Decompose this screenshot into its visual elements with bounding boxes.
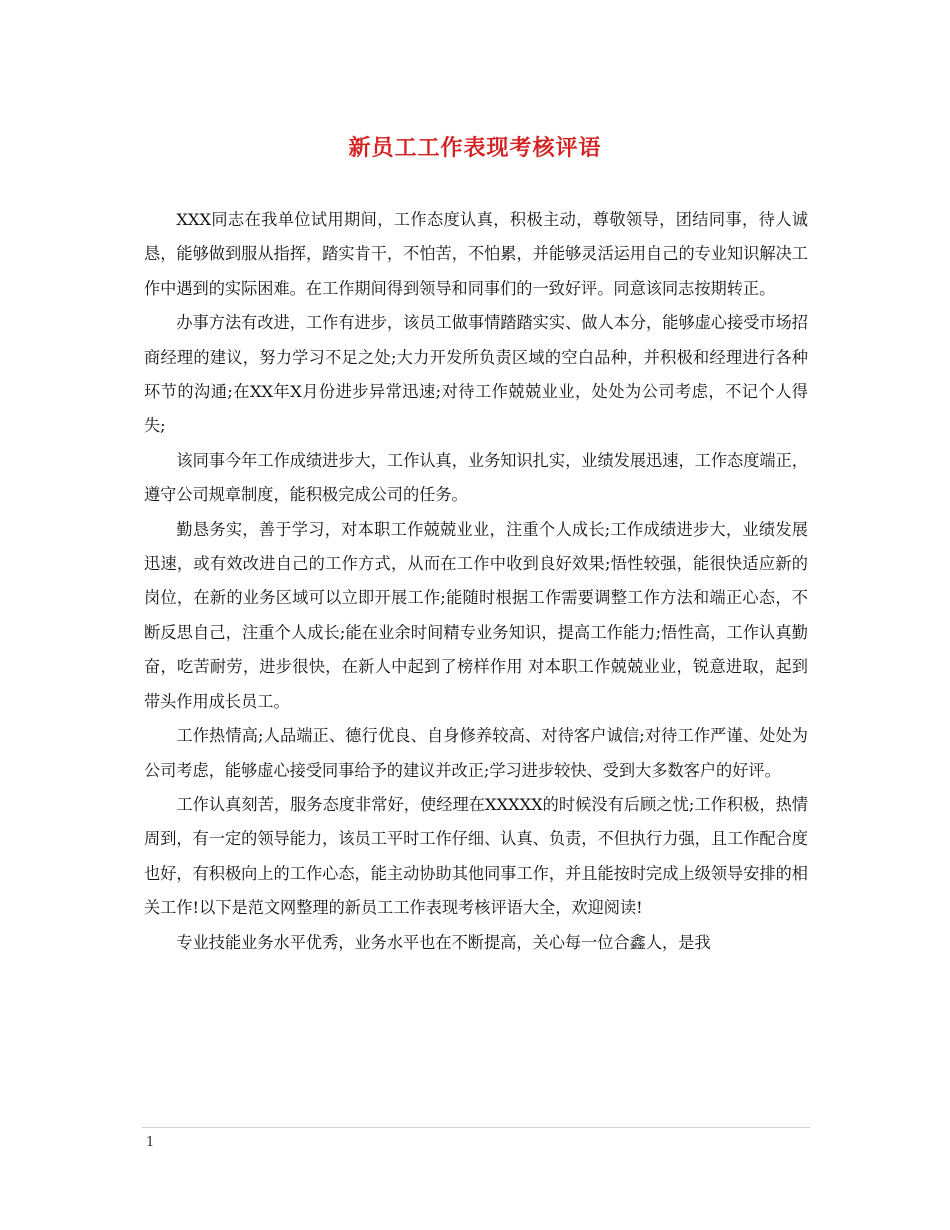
- document-body: [144, 203, 808, 960]
- paragraph-4: 勤恳务实，善于学习，对本职工作兢兢业业，注重个人成长;工作成绩进步大，业绩发展迅速，或有效改进自己的工作方式，从而在工作中收到良好效果;悟性较强，能很快适应新的岗位，在新的业务区域可以立即开展工作;能随时根据工作需要调整工作方法和端正心态，不断反思自己，注重个人成长;能在业余时间精专业务知识，提高工作能力;悟性高，工作认真勤奋，吃苦耐劳，进步很快，在新人中起到了榜样作用 对本职工作兢兢业业，锐意进取，起到带头作用成长员工。: [144, 519, 808, 711]
- page-number: 1: [146, 1135, 155, 1150]
- paragraph-6: 工作认真刻苦，服务态度非常好，使经理在XXXXX的时候没有后顾之忧;工作积极，热情周到，有一定的领导能力，该员工平时工作仔细、认真、负责，不但执行力强，且工作配合度也好，有积极向上的工作心态，能主动协助其他同事工作，并且能按时完成上级领导安排的相关工作!以下是范文网整理的新员工工作表现考核评语大全，欢迎阅读!: [144, 794, 808, 918]
- paragraph-1: XXX同志在我单位试用期间，工作态度认真，积极主动，尊敬领导，团结同事，待人诚恳，能够做到服从指挥，踏实肯干，不怕苦，不怕累，并能够灵活运用自己的专业知识解决工作中遇到的实际困难。在工作期间得到领导和同事们的一致好评。同意该同志按期转正。: [144, 210, 808, 298]
- footer-divider: [142, 1127, 810, 1128]
- document-title: 新员工工作表现考核评语: [348, 135, 602, 161]
- paragraph-7: 专业技能业务水平优秀，业务水平也在不断提高，关心每一位合鑫人，是我: [176, 932, 711, 952]
- paragraph-3: 该同事今年工作成绩进步大，工作认真，业务知识扎实，业绩发展迅速，工作态度端正，遵守公司规章制度，能积极完成公司的任务。: [144, 450, 808, 505]
- paragraph-5: 工作热情高;人品端正、德行优良、自身修养较高、对待客户诚信;对待工作严谨、处处为公司考虑，能够虚心接受同事给予的建议并改正;学习进步较快、受到大多数客户的好评。: [144, 726, 808, 780]
- paragraph-2: 办事方法有改进，工作有进步，该员工做事情踏踏实实、做人本分，能够虚心接受市场招商经理的建议，努力学习不足之处;大力开发所负责区域的空白品种，并积极和经理进行各种环节的沟通;在XX年X月份进步异常迅速;对待工作兢兢业业，处处为公司考虑，不记个人得失;: [144, 313, 808, 436]
